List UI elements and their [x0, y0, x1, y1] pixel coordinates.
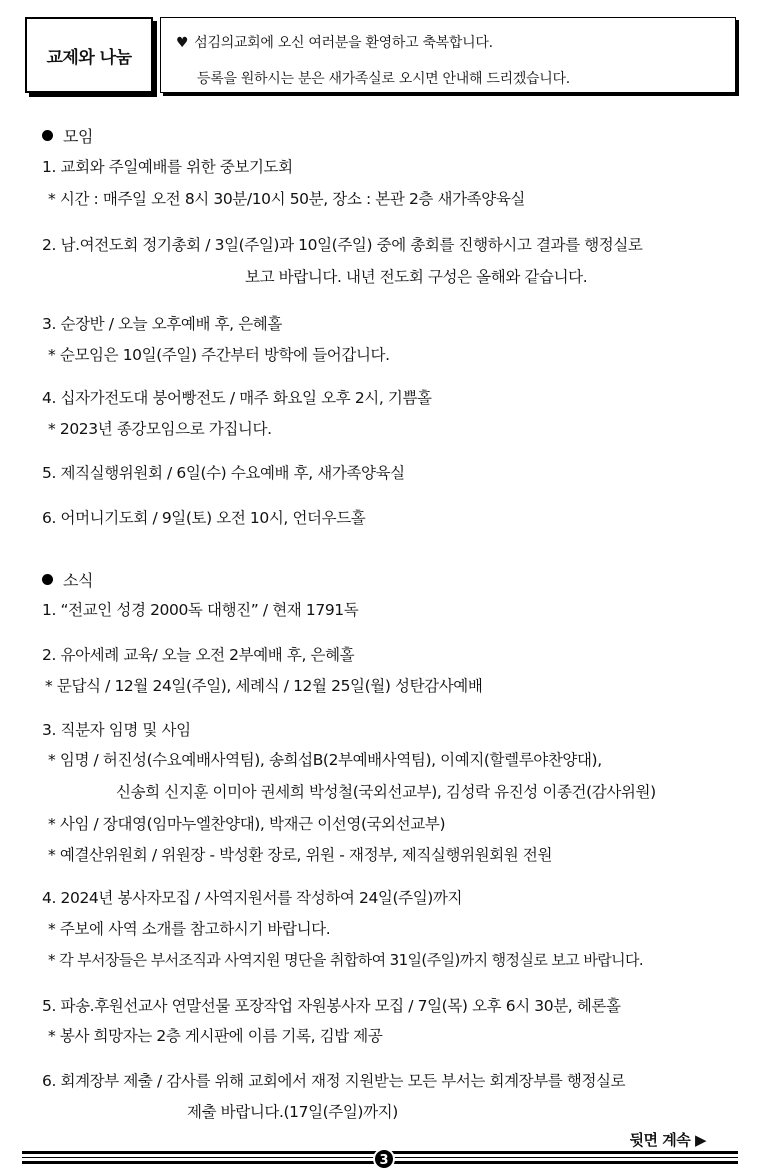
- news-item: 5. 파송.후원선교사 연말선물 포장작업 자원봉사자 모집 / 7일(목) 오후 6시 30분, 헤론홀: [42, 997, 621, 1015]
- news-heading-text: 소식: [63, 571, 94, 590]
- meeting-item: 4. 십자가전도대 붕어빵전도 / 매주 화요일 오후 2시, 기쁨홀: [42, 389, 432, 407]
- news-note: * 주보에 사역 소개를 참고하시기 바랍니다.: [48, 920, 331, 938]
- news-note: * 각 부서장들은 부서조직과 사역지원 명단을 취합하여 31일(주일)까지 행정실로 보고 바랍니다.: [48, 951, 644, 969]
- news-note: * 사임 / 장대영(임마누엘찬양대), 박재근 이선영(국외선교부): [48, 815, 446, 833]
- welcome-text: 섬김의교회에 오신 여러분을 환영하고 축복합니다.: [194, 35, 493, 51]
- news-item-cont: 제출 바랍니다.(17일(주일)까지): [187, 1103, 398, 1121]
- news-note: * 봉사 희망자는 2층 게시판에 이름 기록, 김밥 제공: [48, 1027, 383, 1045]
- meeting-note: * 순모임은 10일(주일) 주간부터 방학에 들어갑니다.: [48, 346, 390, 364]
- news-item: 6. 회계장부 제출 / 감사를 위해 교회에서 재정 지원받는 모든 부서는 회계장부를 행정실로: [42, 1072, 626, 1090]
- news-note: * 예결산위원회 / 위원장 - 박성환 장로, 위원 - 재정부, 제직실행위원회원 전원: [48, 846, 553, 864]
- meeting-item: 2. 남.여전도회 정기총회 / 3일(주일)과 10일(주일) 중에 총회를 진행하시고 결과를 행정실로: [42, 236, 643, 254]
- news-item: 3. 직분자 임명 및 사임: [42, 721, 191, 739]
- meeting-item-cont: 보고 바랍니다. 내년 전도회 구성은 올해와 같습니다.: [245, 268, 588, 286]
- meeting-item: 6. 어머니기도회 / 9일(토) 오전 10시, 언더우드홀: [42, 509, 366, 527]
- news-item: 4. 2024년 봉사자모집 / 사역지원서를 작성하여 24일(주일)까지: [42, 889, 463, 907]
- section-title: 교제와 나눔: [25, 17, 153, 93]
- meeting-note: * 시간 : 매주일 오전 8시 30분/10시 50분, 장소 : 본관 2층 새가족양육실: [48, 190, 525, 208]
- news-item: 2. 유아세례 교육/ 오늘 오전 2부예배 후, 은혜홀: [42, 646, 355, 664]
- news-note: * 임명 / 허진성(수요예배사역팀), 송희섭B(2부예배사역팀), 이예지(할렐루야찬양대),: [48, 751, 602, 769]
- meeting-item: 3. 순장반 / 오늘 오후예배 후, 은혜홀: [42, 315, 282, 333]
- news-item: 1. “전교인 성경 2000독 대행진” / 현재 1791독: [42, 601, 359, 619]
- news-note-cont: 신송희 신지훈 이미아 권세희 박성철(국외선교부), 김성락 유진성 이종건(감사위원): [116, 783, 656, 801]
- page-number: 3: [373, 1148, 395, 1170]
- heart-icon: ♥: [176, 35, 189, 51]
- news-heading: [42, 568, 93, 591]
- continued-on-back: 뒷면 계속 ▶: [629, 1131, 706, 1149]
- register-text: 등록을 원하시는 분은 새가족실로 오시면 안내해 드리겠습니다.: [197, 71, 570, 87]
- welcome-box: [160, 17, 736, 93]
- meetings-heading-text: 모임: [63, 127, 94, 146]
- welcome-line: [176, 32, 493, 52]
- meetings-heading: [42, 124, 93, 147]
- bullet-icon: [42, 574, 53, 585]
- meeting-note: * 2023년 종강모임으로 가집니다.: [48, 420, 272, 438]
- meeting-item: 1. 교회와 주일예배를 위한 중보기도회: [42, 158, 293, 176]
- bullet-icon: [42, 130, 53, 141]
- news-note: * 문답식 / 12월 24일(주일), 세례식 / 12월 25일(월) 성탄감사예배: [45, 677, 483, 695]
- meeting-item: 5. 제직실행위원회 / 6일(수) 수요예배 후, 새가족양육실: [42, 464, 405, 482]
